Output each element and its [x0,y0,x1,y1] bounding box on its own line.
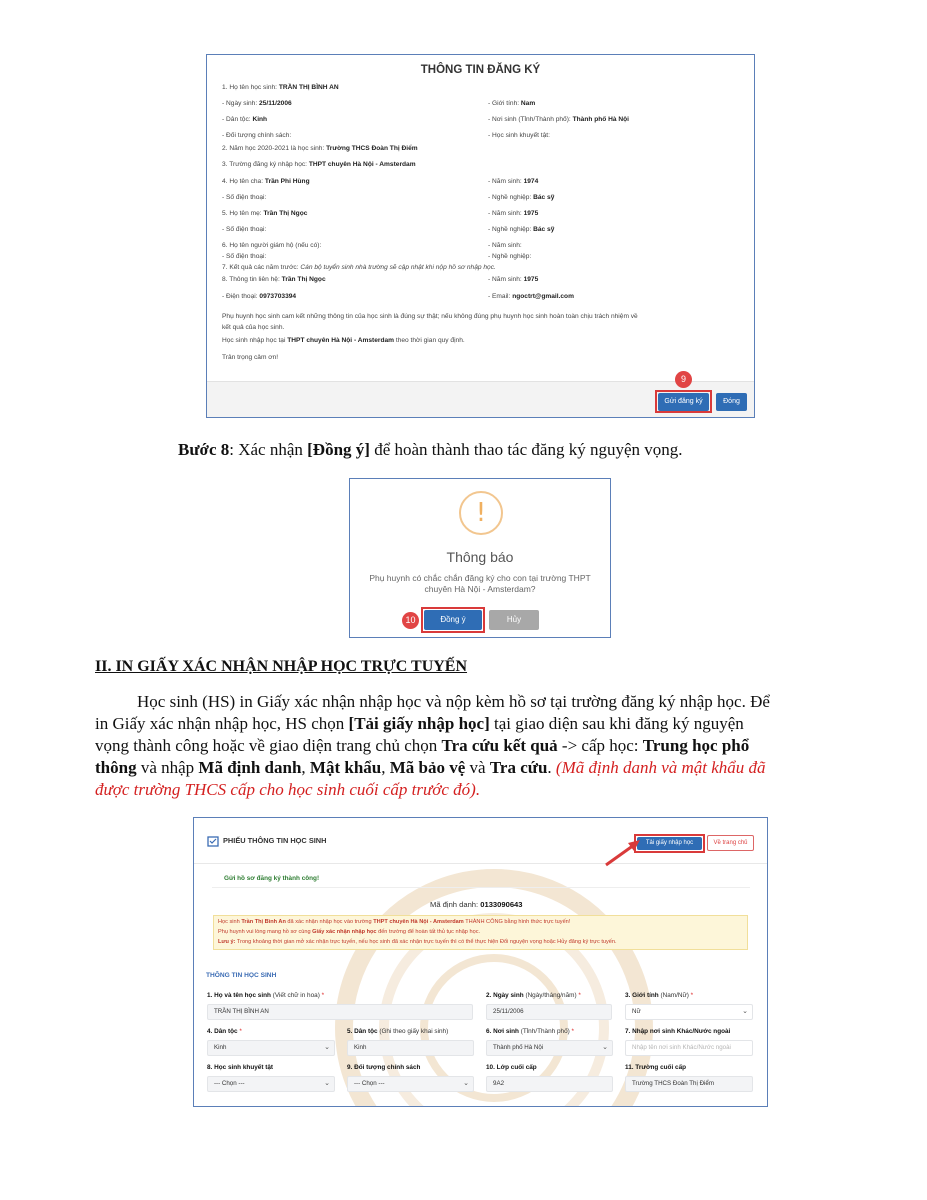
commitment-line-3: Học sinh nhập học tại THPT chuyên Hà Nội - Amsterdam theo thời gian quy định. [222,337,465,344]
mother-name-row: 5. Họ tên mẹ: Trần Thị Ngọc [222,210,308,217]
gender-select[interactable]: Nữ ⌄ [625,1004,753,1020]
contact-email-row: - Email: ngoctrt@gmail.com [488,293,574,300]
father-name-row: 4. Họ tên cha: Trần Phi Hùng [222,178,310,185]
confirm-ok-button[interactable]: Đồng ý [424,610,482,630]
policy-row: - Đối tượng chính sách: [222,132,292,139]
other-birthplace-field[interactable]: Nhập tên nơi sinh Khác/Nước ngoài [625,1040,753,1056]
confirm-dialog-screenshot [349,478,611,638]
commitment-line-1: Phụ huynh học sinh cam kết những thông tin của học sinh là đúng sự thật; nếu không đúng phụ huynh học sinh hoàn toàn chịu trách nhiệm về [222,313,638,320]
step-9-marker: 9 [675,371,692,388]
id-code-row: Mã định danh: 0133090643 [430,900,523,909]
birthplace-label: 6. Nơi sinh (Tỉnh/Thành phố) * [486,1028,575,1035]
notice-box [213,915,748,950]
form-icon [207,835,219,847]
ethnic-birthcert-label: 5. Dân tộc (Ghi theo giấy khai sinh) [347,1028,449,1035]
step-8-instruction: Bước 8: Xác nhận [Đồng ý] để hoàn thành thao tác đăng ký nguyện vọng. [178,440,683,459]
download-admission-button[interactable]: Tải giấy nhập học [637,837,702,850]
disabled-row: - Học sinh khuyết tật: [488,132,550,139]
chevron-down-icon: ⌄ [602,1044,608,1051]
father-phone-row: - Số điện thoại: [222,194,267,201]
target-school-row: 3. Trường đăng ký nhập học: THPT chuyên Hà Nội - Amsterdam [222,161,416,168]
policy-label: 9. Đối tượng chính sách [347,1064,421,1071]
paragraph-line-1: Học sinh (HS) in Giấy xác nhận nhập học và nộp kèm hồ sơ tại trường đăng ký nhập học. Để [137,692,770,711]
other-birthplace-label: 7. Nhập nơi sinh Khác/Nước ngoài [625,1028,731,1035]
ethnic-row: - Dân tộc: Kinh [222,116,268,123]
student-info-section-label: THÔNG TIN HỌC SINH [206,972,277,979]
dob-field[interactable]: 25/11/2006 [486,1004,612,1020]
guardian-year-row: - Năm sinh: [488,242,522,249]
student-info-screenshot [193,817,768,1107]
notice-line-1: Học sinh Trần Thị Bình An đã xác nhận nhập học vào trường THPT chuyên Hà Nội - Amsterdam THÀNH CÔNG bằng hình thức trực tuyến! [218,919,571,925]
dialog-message: Phụ huynh có chắc chắn đăng ký cho con tại trường THPT chuyên Hà Nội - Amsterdam? [369,573,591,594]
mother-job-row: - Nghề nghiệp: Bác sỹ [488,226,555,233]
notice-line-3: Lưu ý: Trong khoảng thời gian mở xác nhận trực tuyến, nếu học sinh đã xác nhận trực tuyến thì có thể thực hiện Đổi nguyện vọng hoặc Hủy đăng ký trực tuyến. [218,939,617,945]
home-button[interactable]: Về trang chủ [707,835,754,851]
section-heading: II. IN GIẤY XÁC NHẬN NHẬP HỌC TRỰC TUYẾN [95,658,468,675]
father-year-row: - Năm sinh: 1974 [488,178,539,185]
dialog-title: Thông báo [446,549,514,565]
guardian-job-row: - Nghề nghiệp: [488,253,532,260]
last-school-field[interactable]: Trường THCS Đoàn Thị Điểm [625,1076,753,1092]
dob-row: - Ngày sinh: 25/11/2006 [222,100,292,107]
disabled-label: 8. Học sinh khuyết tật [207,1064,274,1071]
cancel-button[interactable]: Hủy [489,610,539,630]
paragraph-line-2: in Giấy xác nhận nhập học, HS chọn [Tải giấy nhập học] tại giao diện sau khi đăng ký nguyện [95,714,744,733]
ethnic-label: 4. Dân tộc * [207,1028,242,1035]
father-job-row: - Nghề nghiệp: Bác sỹ [488,194,555,201]
birthplace-row: - Nơi sinh (Tỉnh/Thành phố): Thành phố Hà Nội [488,116,630,123]
last-class-field[interactable]: 9A2 [486,1076,613,1092]
paragraph-line-3: vọng thành công hoặc về giao diện trang chủ chọn Tra cứu kết quả -> cấp học: Trung học phổ [95,736,750,755]
submit-registration-button[interactable]: Gửi đăng ký [658,393,709,411]
chevron-down-icon: ⌄ [324,1080,330,1087]
student-name-row: 1. Họ tên học sinh: TRẦN THỊ BÌNH AN [222,84,339,91]
gender-row: - Giới tính: Nam [488,100,536,107]
page-title: PHIẾU THÔNG TIN HỌC SINH [223,836,327,845]
mother-phone-row: - Số điện thoại: [222,226,267,233]
chevron-down-icon: ⌄ [324,1044,330,1051]
contact-name-row: 8. Thông tin liên hệ: Trần Thị Ngọc [222,276,326,283]
commitment-line-2: kết quả của học sinh. [222,324,285,331]
step-10-marker: 10 [402,612,419,629]
last-school-label: 11. Trường cuối cấp [625,1064,687,1071]
guardian-name-row: 6. Họ tên người giám hộ (nếu có): [222,242,322,249]
chevron-down-icon: ⌄ [742,1008,748,1015]
registration-title: THÔNG TIN ĐĂNG KÝ [420,64,541,76]
registration-info-screenshot [206,54,755,418]
warning-icon: ! [459,491,503,535]
pointer-arrow-icon [600,835,645,870]
close-button[interactable]: Đóng [716,393,747,411]
paragraph-line-4: thông và nhập Mã định danh, Mật khẩu, Mã bảo vệ và Tra cứu. (Mã định danh và mật khẩu đã [95,758,766,777]
school-year-row: 2. Năm học 2020-2021 là học sinh: Trường THCS Đoàn Thị Điểm [222,145,418,152]
full-name-field[interactable]: TRẦN THỊ BÌNH AN [207,1004,473,1020]
guardian-phone-row: - Số điện thoại: [222,253,267,260]
full-name-label: 1. Họ và tên học sinh (Viết chữ in hoa) * [207,992,325,999]
gender-label: 3. Giới tính (Nam/Nữ) * [625,992,694,999]
contact-phone-row: - Điện thoại: 0973703394 [222,293,297,300]
paragraph-line-5: được trường THCS cấp cho học sinh cuối cấp trước đó). [95,780,481,799]
prev-results-row: 7. Kết quả các năm trước: Cán bộ tuyển sinh nhà trường sẽ cập nhật khi nộp hồ sơ nhập học. [222,264,496,271]
dob-label: 2. Ngày sinh (Ngày/tháng/năm) * [486,992,581,999]
divider [212,887,750,888]
ethnic-select[interactable]: Kinh ⌄ [207,1040,335,1056]
birthplace-select[interactable]: Thành phố Hà Nội ⌄ [486,1040,613,1056]
policy-select[interactable]: --- Chọn --- ⌄ [347,1076,474,1092]
notice-line-2: Phụ huynh vui lòng mang hồ sơ cùng Giấy xác nhận nhập học đến trường để hoàn tất thủ tục nhập học. [218,929,481,935]
success-message: Gửi hồ sơ đăng ký thành công! [224,875,320,882]
disabled-select[interactable]: --- Chọn --- ⌄ [207,1076,335,1092]
ethnic-birthcert-field[interactable]: Kinh [347,1040,474,1056]
mother-year-row: - Năm sinh: 1975 [488,210,539,217]
last-class-label: 10. Lớp cuối cấp [486,1064,537,1071]
thanks-line: Trân trọng cảm ơn! [222,354,279,361]
contact-year-row: - Năm sinh: 1975 [488,276,539,283]
chevron-down-icon: ⌄ [463,1080,469,1087]
